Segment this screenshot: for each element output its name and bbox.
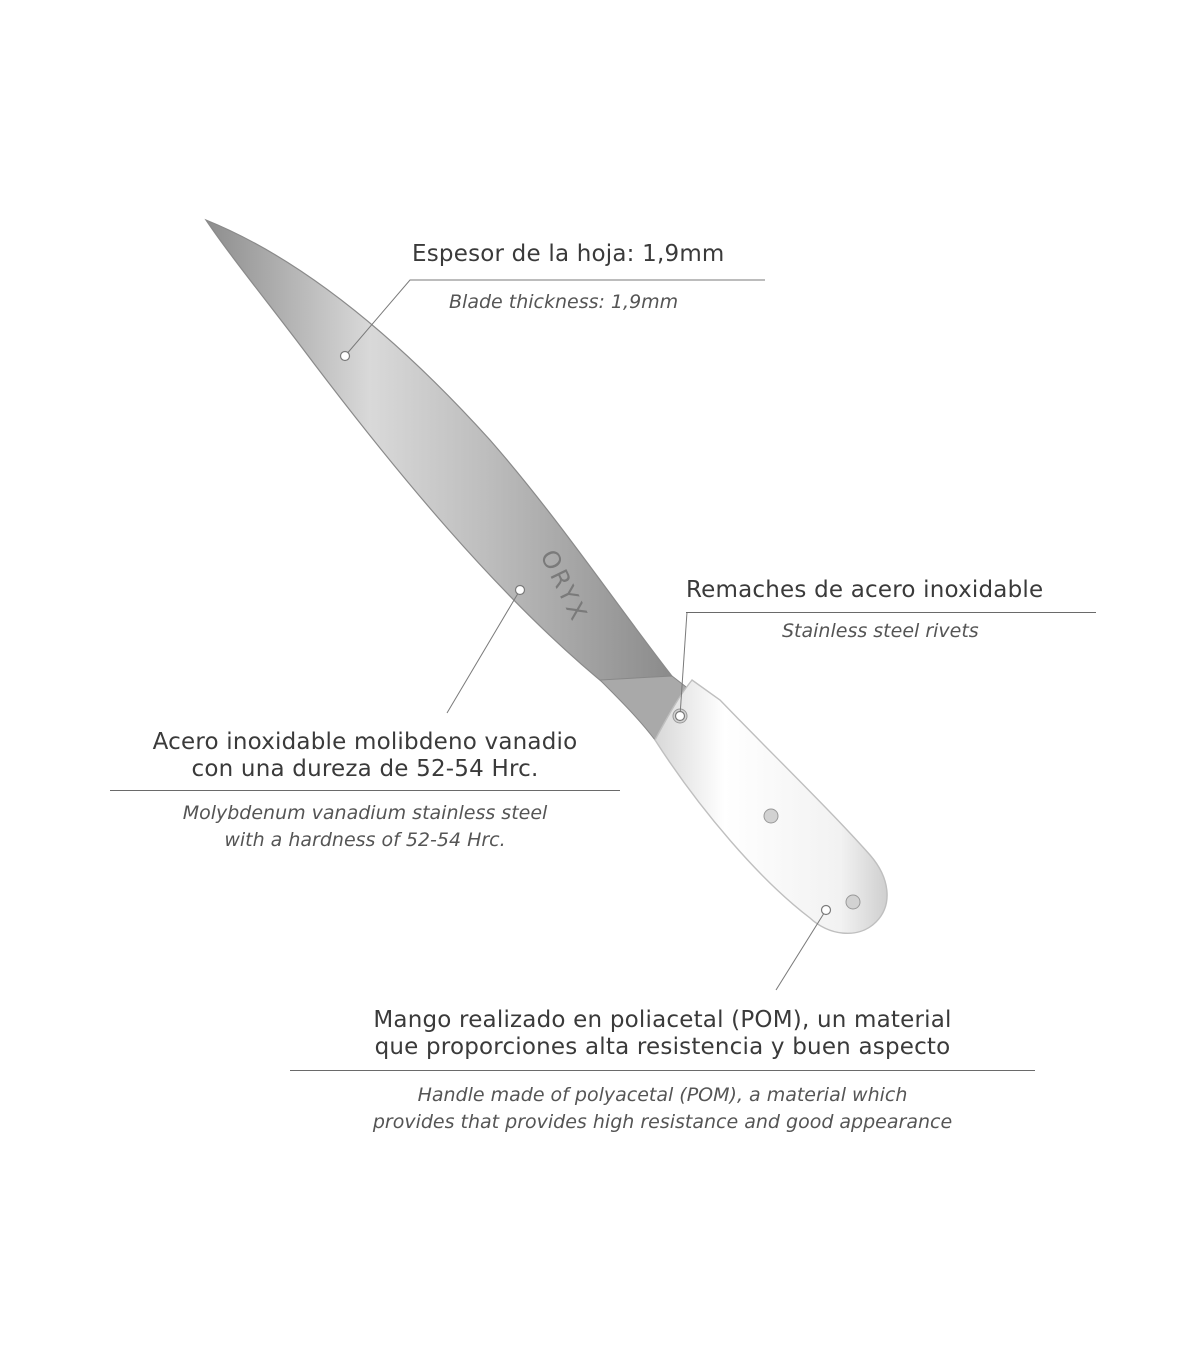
handle-label-en-line2: provides that provides high resistance and good appearance: [372, 1111, 953, 1133]
steel-label-es-line1: Acero inoxidable molibdeno vanadio: [152, 729, 578, 755]
handle-label-es-line2: que proporciones alta resistencia y buen aspecto: [374, 1034, 951, 1060]
blade-thickness-label-en: Blade thickness: 1,9mm: [449, 291, 679, 313]
rivets-label-en: Stainless steel rivets: [782, 620, 979, 642]
leader-line-steel: [447, 590, 520, 713]
steel-label-en-line2: with a hardness of 52-54 Hrc.: [224, 829, 506, 851]
leader-dot-steel: [516, 586, 525, 595]
rivets-label-es: Remaches de acero inoxidable: [686, 577, 1044, 603]
rivet-bottom: [846, 895, 860, 909]
steel-rule: [110, 790, 620, 791]
blade-thickness-label-es: Espesor de la hoja: 1,9mm: [412, 241, 725, 267]
leader-dot-handle: [822, 906, 831, 915]
leader-dot-blade: [341, 352, 350, 361]
leader-dot-rivets: [676, 712, 685, 721]
handle-label-es-line1: Mango realizado en poliacetal (POM), un material: [373, 1007, 952, 1033]
rivets-rule: [686, 612, 1096, 613]
rivet-middle: [764, 809, 778, 823]
brand-mark: ORYX: [534, 545, 594, 627]
leader-line-handle: [776, 910, 826, 990]
handle-rule: [290, 1070, 1035, 1071]
steel-label-es-line2: con una dureza de 52-54 Hrc.: [191, 756, 539, 782]
handle-label-en-line1: Handle made of polyacetal (POM), a material which: [417, 1084, 908, 1106]
steel-label-en-line1: Molybdenum vanadium stainless steel: [182, 802, 548, 824]
